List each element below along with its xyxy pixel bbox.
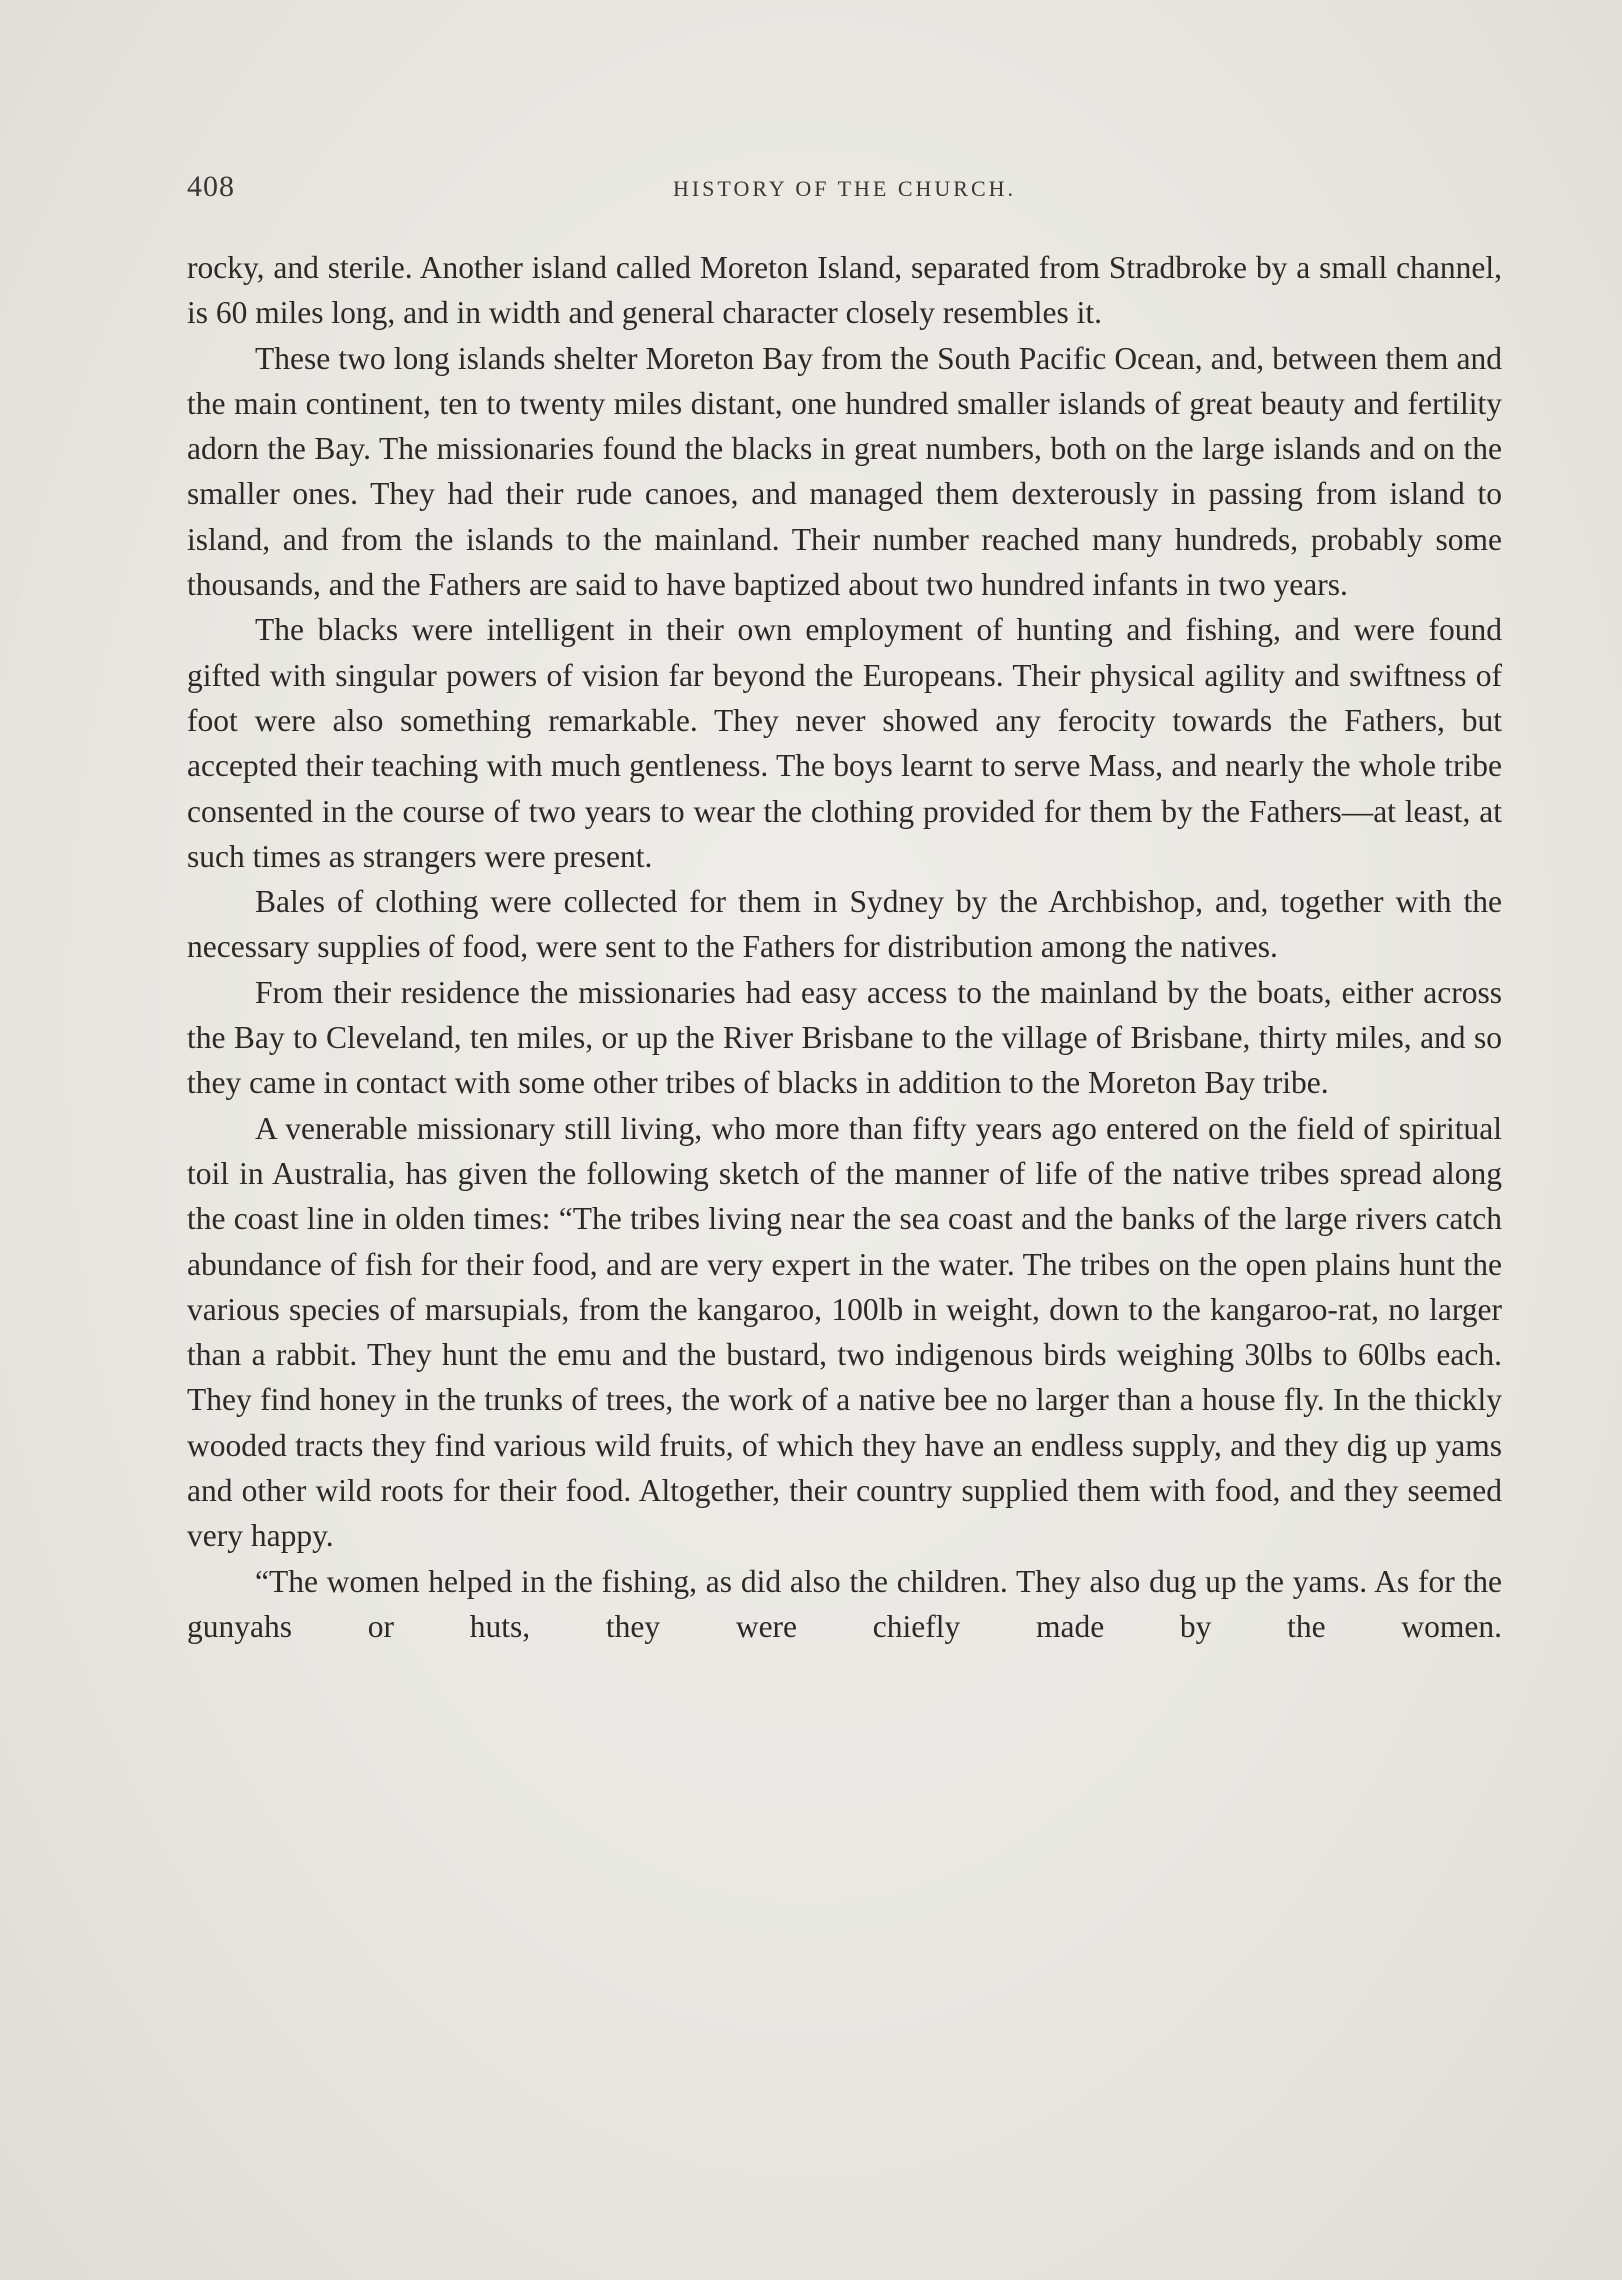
page-header	[187, 170, 1502, 220]
paragraph-continuation: rocky, and sterile. Another island called Moreton Island, separated from Stradbroke by a small channel, is 60 miles long, and in width and general character closely resembles it.	[187, 250, 1502, 331]
paragraph: From their residence the missionaries had easy access to the mainland by the boats, either across the Bay to Cleveland, ten miles, or up the River Brisbane to the village of Brisbane, thirty miles, and so they came in contact with some other tribes of blacks in addition to the Moreton Bay tribe.	[187, 974, 1502, 1101]
paragraph: Bales of clothing were collected for them in Sydney by the Archbishop, and, together with the necessary supplies of food, were sent to the Fathers for distribution among the natives.	[187, 884, 1502, 965]
paragraph: “The women helped in the fishing, as did also the children. They also dug up the yams. As for the gunyahs or huts, they were chiefly made by the women.	[187, 1563, 1502, 1644]
paragraph: The blacks were intelligent in their own employment of hunting and fishing, and were found gifted with singular powers of vision far beyond the Europeans. Their physical agility and swiftness of foot were also something remarkable. They never showed any ferocity towards the Fathers, but accepted their teaching with much gentleness. The boys learnt to serve Mass, and nearly the whole tribe consented in the course of two years to wear the clothing provided for them by the Fathers—at least, at such times as strangers were present.	[187, 612, 1502, 874]
page-number: 408	[187, 170, 235, 203]
paragraph: These two long islands shelter Moreton Bay from the South Pacific Ocean, and, between them and the main continent, ten to twenty miles distant, one hundred smaller islands of great beauty and fertility adorn the Bay. The missionaries found the blacks in great numbers, both on the large islands and on the smaller ones. They had their rude canoes, and managed them dexterously in passing from island to island, and from the islands to the mainland. Their number reached many hundreds, probably some thousands, and the Fathers are said to have baptized about two hundred infants in two years.	[187, 340, 1502, 603]
paragraph: A venerable missionary still living, who more than fifty years ago entered on the field of spiritual toil in Australia, has given the following sketch of the manner of life of the native tribes spread along the coast line in olden times: “The tribes living near the sea coast and the banks of the large rivers catch abundance of fish for their food, and are very expert in the water. The tribes on the open plains hunt the various species of marsupials, from the kangaroo, 100lb in weight, down to the kangaroo-rat, no larger than a rabbit. They hunt the emu and the bustard, two indigenous birds weighing 30lbs to 60lbs each. They find honey in the trunks of trees, the work of a native bee no larger than a house fly. In the thickly wooded tracts they find various wild fruits, of which they have an endless supply, and they dig up yams and other wild roots for their food. Altogether, their country supplied them with food, and they seemed very happy.	[187, 1110, 1502, 1554]
running-head: HISTORY OF THE CHURCH.	[672, 176, 1017, 201]
body-text	[187, 245, 1502, 1649]
